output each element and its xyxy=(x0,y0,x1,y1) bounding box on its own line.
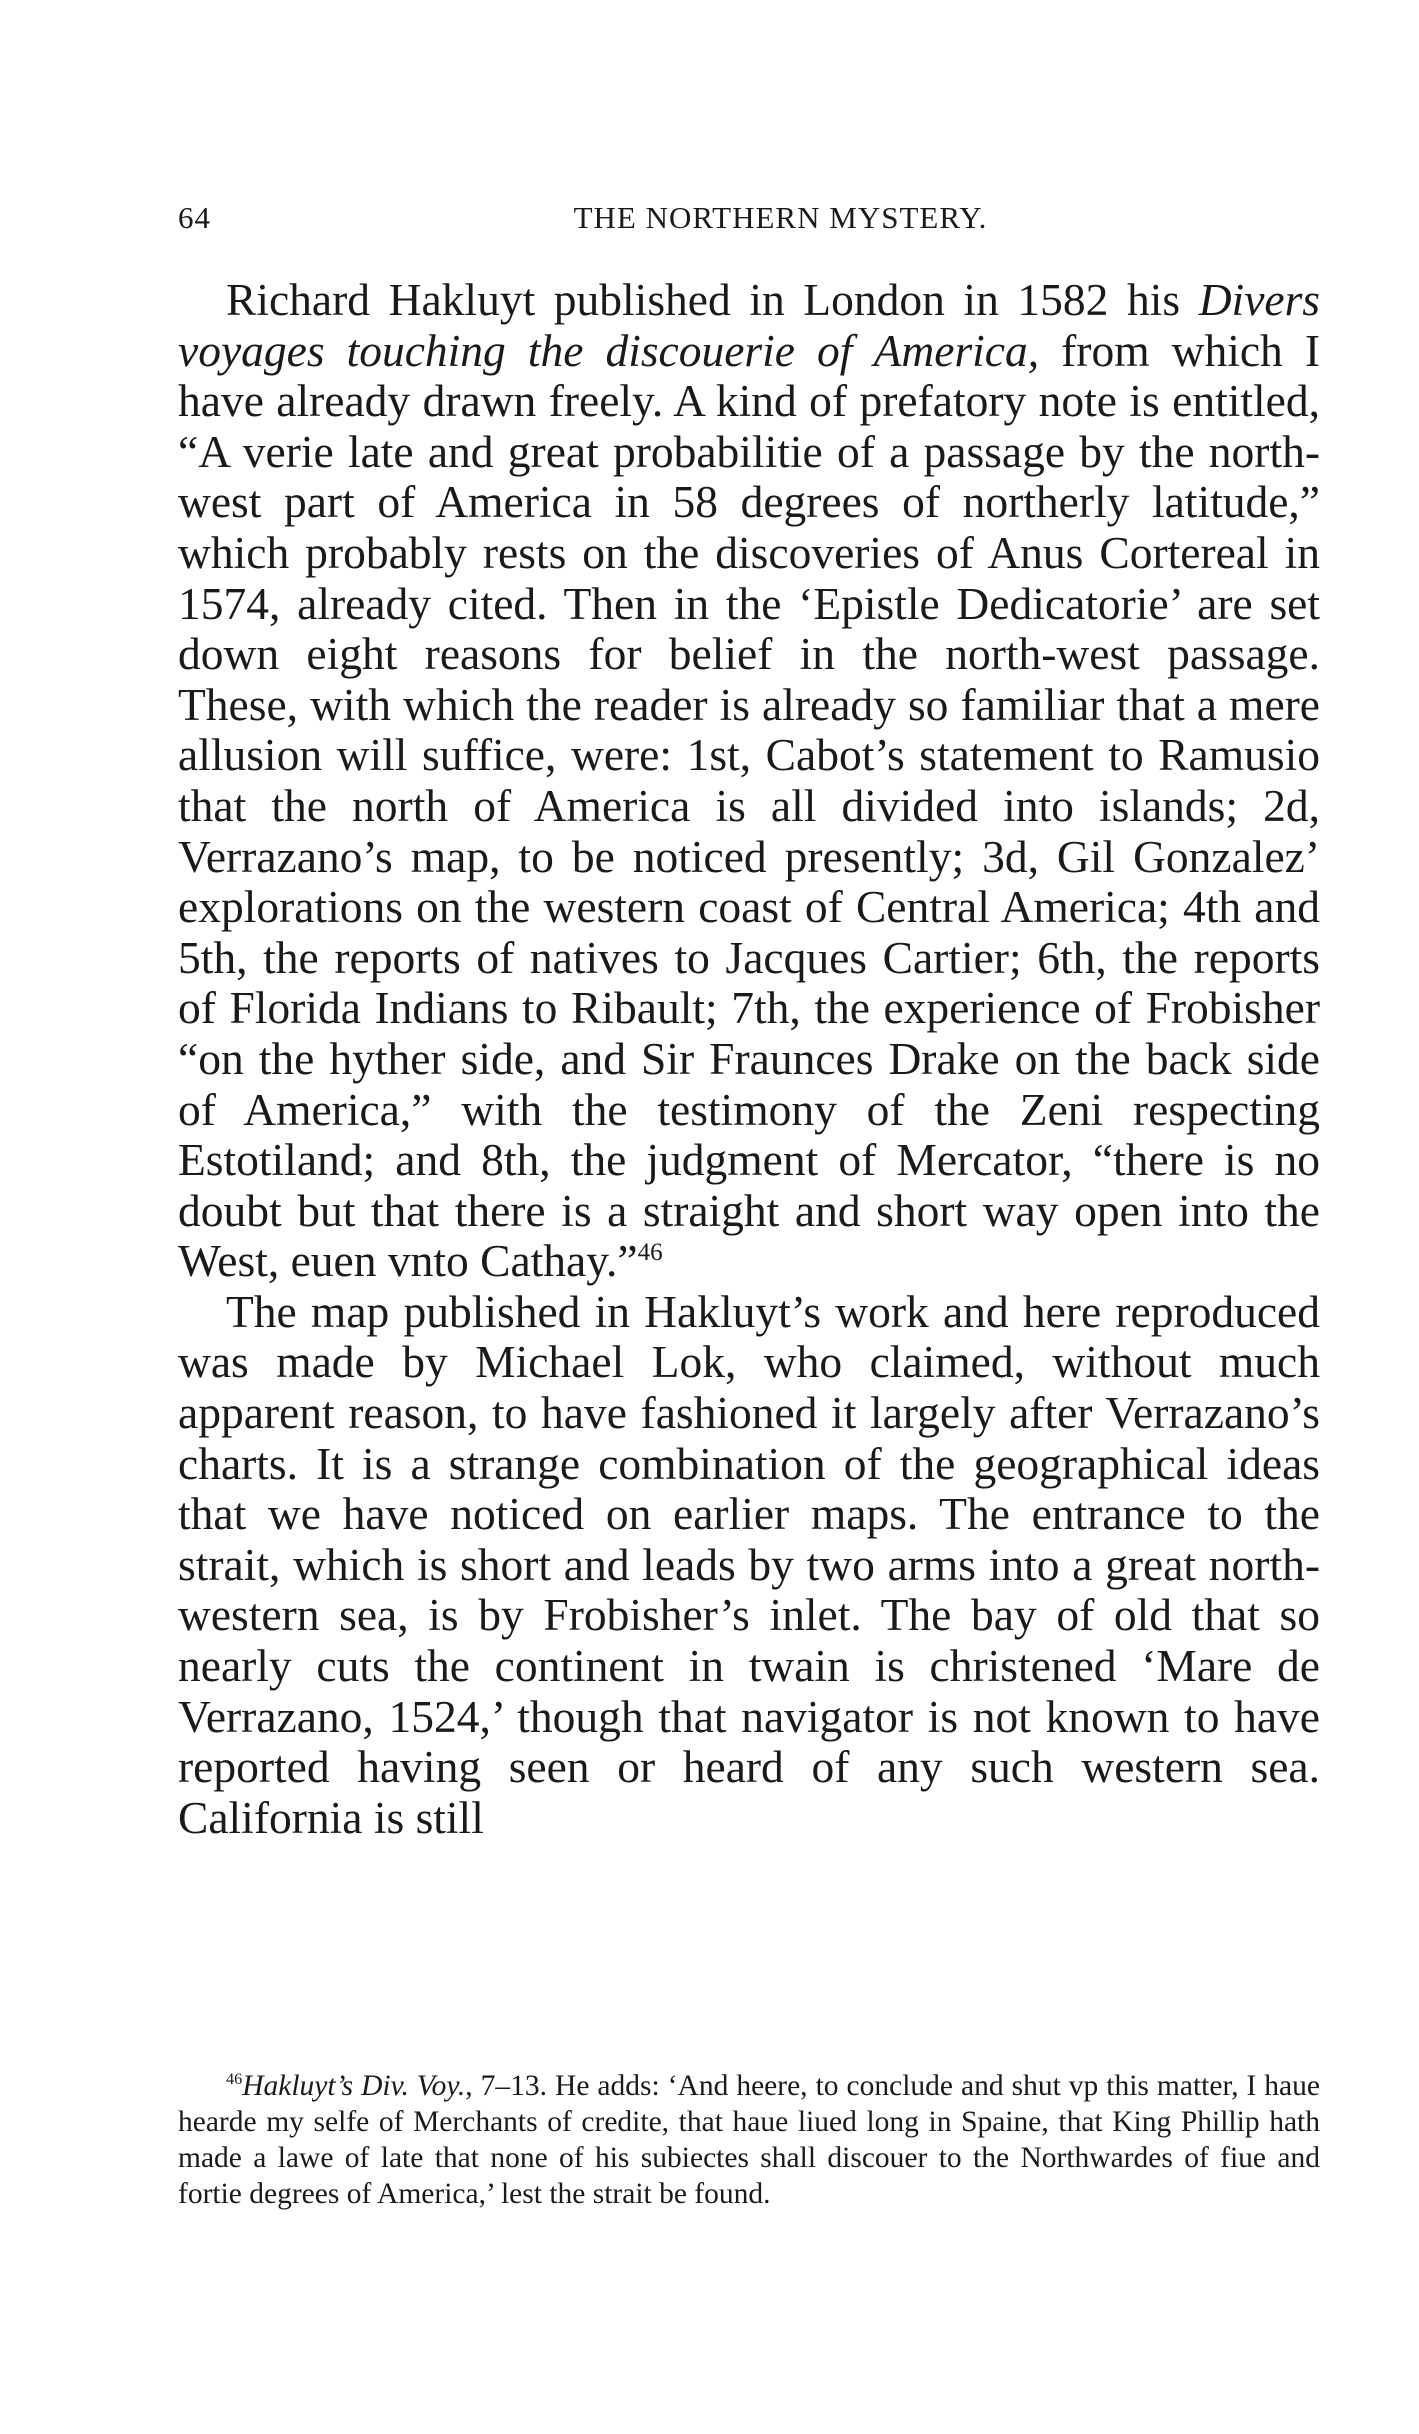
running-head xyxy=(178,200,1323,240)
page-number: 64 xyxy=(178,200,211,235)
footnotes xyxy=(178,2068,1320,2212)
footnote-text: , 7–13. He adds: ‘And heere, to conclude and shut vp this matter, I haue hearde my selfe of Merchants of credite, that haue liued long in Spaine, that King Phillip hath made a lawe of late that none of his subiectes shall discouer to the Northwardes of fiue and fortie degrees of America,’ lest the strait be found. xyxy=(178,2070,1320,2210)
footnote-46 xyxy=(178,2068,1320,2212)
footnote-reference: 46 xyxy=(637,1239,663,1267)
footnote-number: 46 xyxy=(226,2070,243,2089)
body-text xyxy=(178,275,1320,1843)
running-title: THE NORTHERN MYSTERY. xyxy=(573,200,988,235)
paragraph-1-body: from which I have already drawn freely. A kind of prefatory note is entitled, “A verie late and great probabilitie of a passage by the north-west part of America in 58 degrees of northerly latitude,” which probably rests on the discoveries of Anus Cortereal in 1574, already cited. Then in the ‘Epistle Dedicatorie’ are set down eight reasons for belief in the north-west passage. These, with which the reader is already so familiar that a mere allusion will suffice, were: 1st, Cabot’s statement to Ramusio that the north of America is all divided into islands; 2d, Verrazano’s map, to be noticed presently; 3d, Gil Gonzalez’ explorations on the western coast of Central America; 4th and 5th, the reports of natives to Jacques Cartier; 6th, the reports of Florida Indians to Ribault; 7th, the experience of Frobisher “on the hyther side, and Sir Fraunces Drake on the back side of America,” with the testimony of the Zeni respecting Estotiland; and 8th, the judgment of Mercator, “there is no doubt but that there is a straight and short way open into the West, euen vnto Cathay.” xyxy=(178,324,1320,1287)
paragraph-2: The map published in Hakluyt’s work and here reproduced was made by Michael Lok, who claimed, without much apparent reason, to have fashioned it largely after Verrazano’s charts. It is a strange combination of the geographical ideas that we have noticed on earlier maps. The entrance to the strait, which is short and leads by two arms into a great north-western sea, is by Frobisher’s inlet. The bay of old that so nearly cuts the continent in twain is christened ‘Mare de Verrazano, 1524,’ though that navigator is not known to have reported having seen or heard of any such western sea. California is still xyxy=(178,1285,1320,1843)
footnote-source: Hakluyt’s Div. Voy. xyxy=(242,2070,466,2102)
paragraph-1-opening: Richard Hakluyt published in London in 1582 his xyxy=(226,274,1181,325)
book-title-italic: Divers voyages touching the discouerie of America, xyxy=(178,274,1320,376)
paragraph-1 xyxy=(178,275,1320,1287)
